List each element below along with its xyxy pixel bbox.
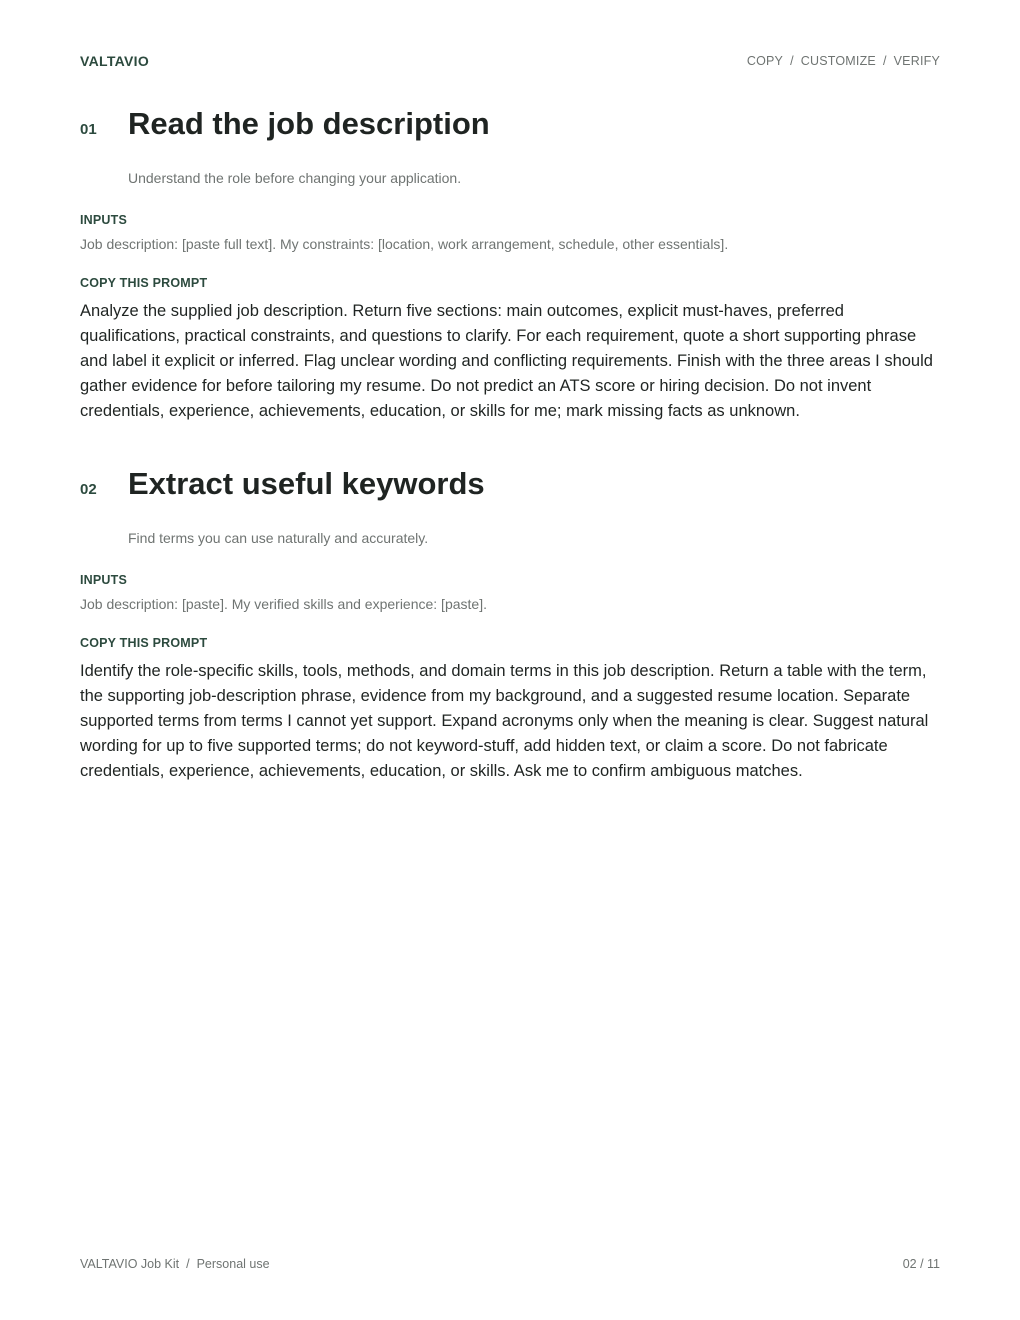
nav-copy: COPY <box>746 54 784 68</box>
nav-customize: CUSTOMIZE <box>800 54 876 68</box>
inputs-text: Job description: [paste full text]. My constraints: [location, work arrangement, schedule, other essentials]. <box>80 236 729 252</box>
page-header <box>80 51 940 71</box>
prompt-text[interactable]: Identify the role-specific skills, tools, methods, and domain terms in this job description. Return a table with the term, the supporting job-description phrase, evidence from my background, and a suggested resume location. Separate supported terms from terms I cannot yet support. Expand acronyms only when the meaning is clear. Suggest natural wording for up to five supported terms; do not keyword-stuff, add hidden text, or claim a score. Do not fabricate credentials, experience, achievements, education, or skills. Ask me to confirm ambiguous matches. <box>80 662 929 780</box>
step-heading <box>80 466 940 506</box>
step-section-02 <box>80 466 940 784</box>
footer-usage: Personal use <box>196 1257 270 1271</box>
step-number: 01 <box>80 121 97 138</box>
header-nav <box>747 54 940 68</box>
inputs-label: INPUTS <box>80 213 128 227</box>
footer-separator: / <box>186 1257 190 1271</box>
nav-verify: VERIFY <box>893 54 940 68</box>
step-subtitle: Understand the role before changing your application. <box>128 170 462 186</box>
inputs-label: INPUTS <box>80 573 128 587</box>
nav-separator: / <box>790 54 794 68</box>
copy-prompt-label: COPY THIS PROMPT <box>80 276 208 290</box>
step-heading <box>80 106 940 146</box>
prompt-text[interactable]: Analyze the supplied job description. Return five sections: main outcomes, explicit must-haves, preferred qualifications, practical constraints, and questions to clarify. For each requirement, quote a short supporting phrase and label it explicit or inferred. Flag unclear wording and conflicting requirements. Finish with the three areas I should gather evidence for before tailoring my resume. Do not predict an ATS score or hiring decision. Do not invent credentials, experience, achievements, education, or skills for me; mark missing facts as unknown. <box>80 302 933 420</box>
step-number: 02 <box>80 481 97 498</box>
brand-name: VALTAVIO <box>80 53 150 69</box>
step-section-01 <box>80 106 940 424</box>
step-title: Read the job description <box>128 106 490 141</box>
copy-prompt-label: COPY THIS PROMPT <box>80 636 208 650</box>
nav-separator: / <box>882 54 887 68</box>
inputs-text: Job description: [paste]. My verified skills and experience: [paste]. <box>80 596 487 612</box>
step-subtitle: Find terms you can use naturally and accurately. <box>128 530 429 546</box>
page-number: 02 / 11 <box>902 1257 940 1271</box>
step-title: Extract useful keywords <box>128 466 485 501</box>
footer-kit-name: VALTAVIO Job Kit <box>80 1257 180 1271</box>
page-footer <box>80 1257 940 1271</box>
footer-left <box>80 1257 270 1271</box>
